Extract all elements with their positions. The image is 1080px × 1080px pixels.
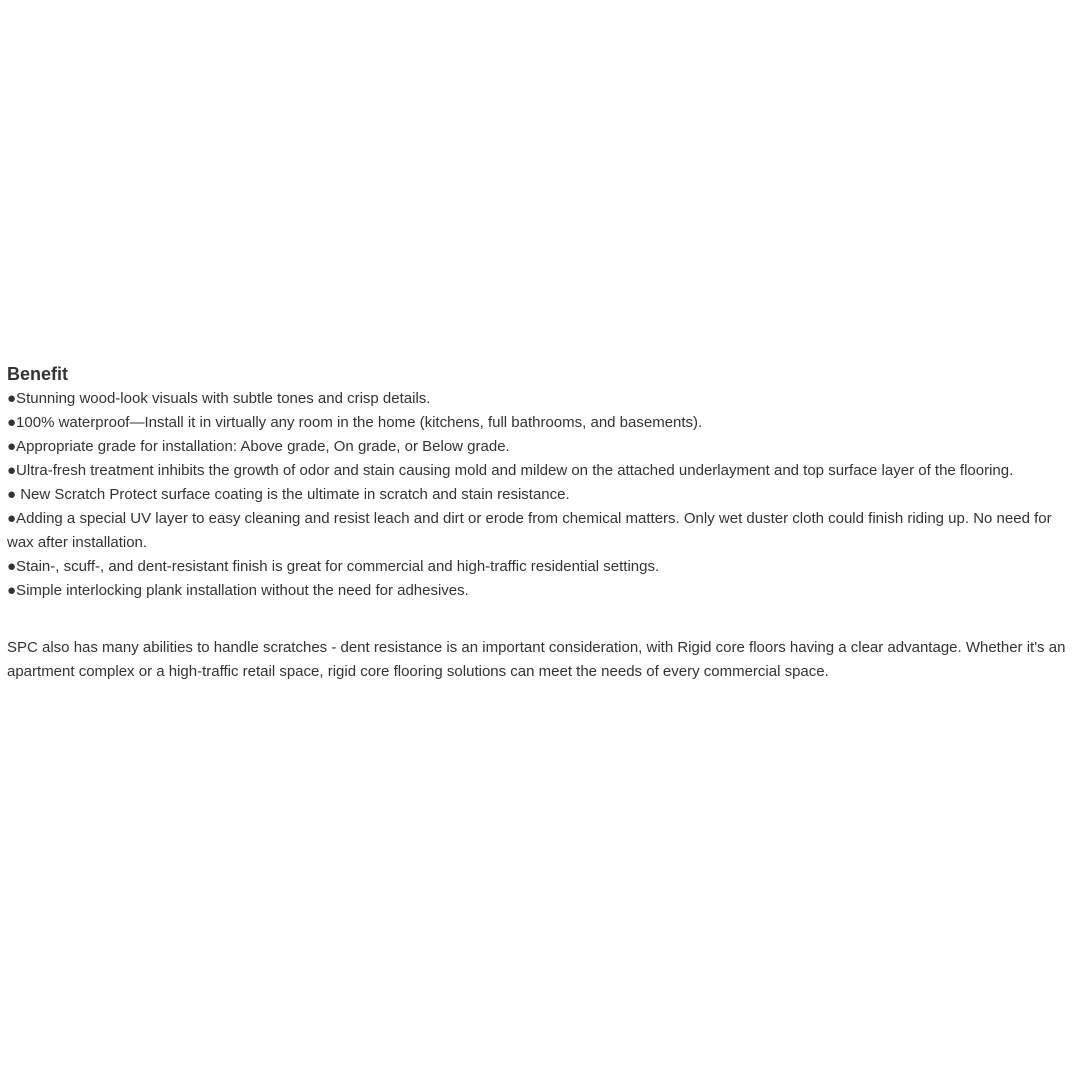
- benefit-section: [7, 363, 1077, 684]
- benefit-list: [7, 387, 1077, 603]
- benefit-item: ●Simple interlocking plank installation without the need for adhesives.: [7, 582, 469, 599]
- benefit-item: ●Stain-, scuff-, and dent-resistant finish is great for commercial and high-traffic residential settings.: [7, 558, 660, 575]
- benefit-item: ●Stunning wood-look visuals with subtle tones and crisp details.: [7, 390, 431, 407]
- truncated-text-fragment: [32, 734, 104, 737]
- benefit-item: ●Ultra-fresh treatment inhibits the growth of odor and stain causing mold and mildew on the attached underlayment and top surface layer of the flooring.: [7, 462, 1014, 479]
- benefit-item: ●Adding a special UV layer to easy cleaning and resist leach and dirt or erode from chemical matters. Only wet duster cloth could finish riding up. No need for wax after installation.: [7, 510, 1052, 551]
- benefit-heading: Benefit: [7, 364, 69, 384]
- benefit-item: ●Appropriate grade for installation: Above grade, On grade, or Below grade.: [7, 438, 510, 455]
- spc-description-paragraph: SPC also has many abilities to handle scratches - dent resistance is an important consideration, with Rigid core floors having a clear advantage. Whether it's an apartment complex or a high-traffic retail space, rigid core flooring solutions can meet the needs of every commercial space.: [7, 639, 1066, 680]
- truncated-glyph-tops: [32, 734, 104, 737]
- benefit-item: ●100% waterproof—Install it in virtually any room in the home (kitchens, full bathrooms, and basements).: [7, 414, 703, 431]
- benefit-item: ● New Scratch Protect surface coating is the ultimate in scratch and stain resistance.: [7, 486, 570, 503]
